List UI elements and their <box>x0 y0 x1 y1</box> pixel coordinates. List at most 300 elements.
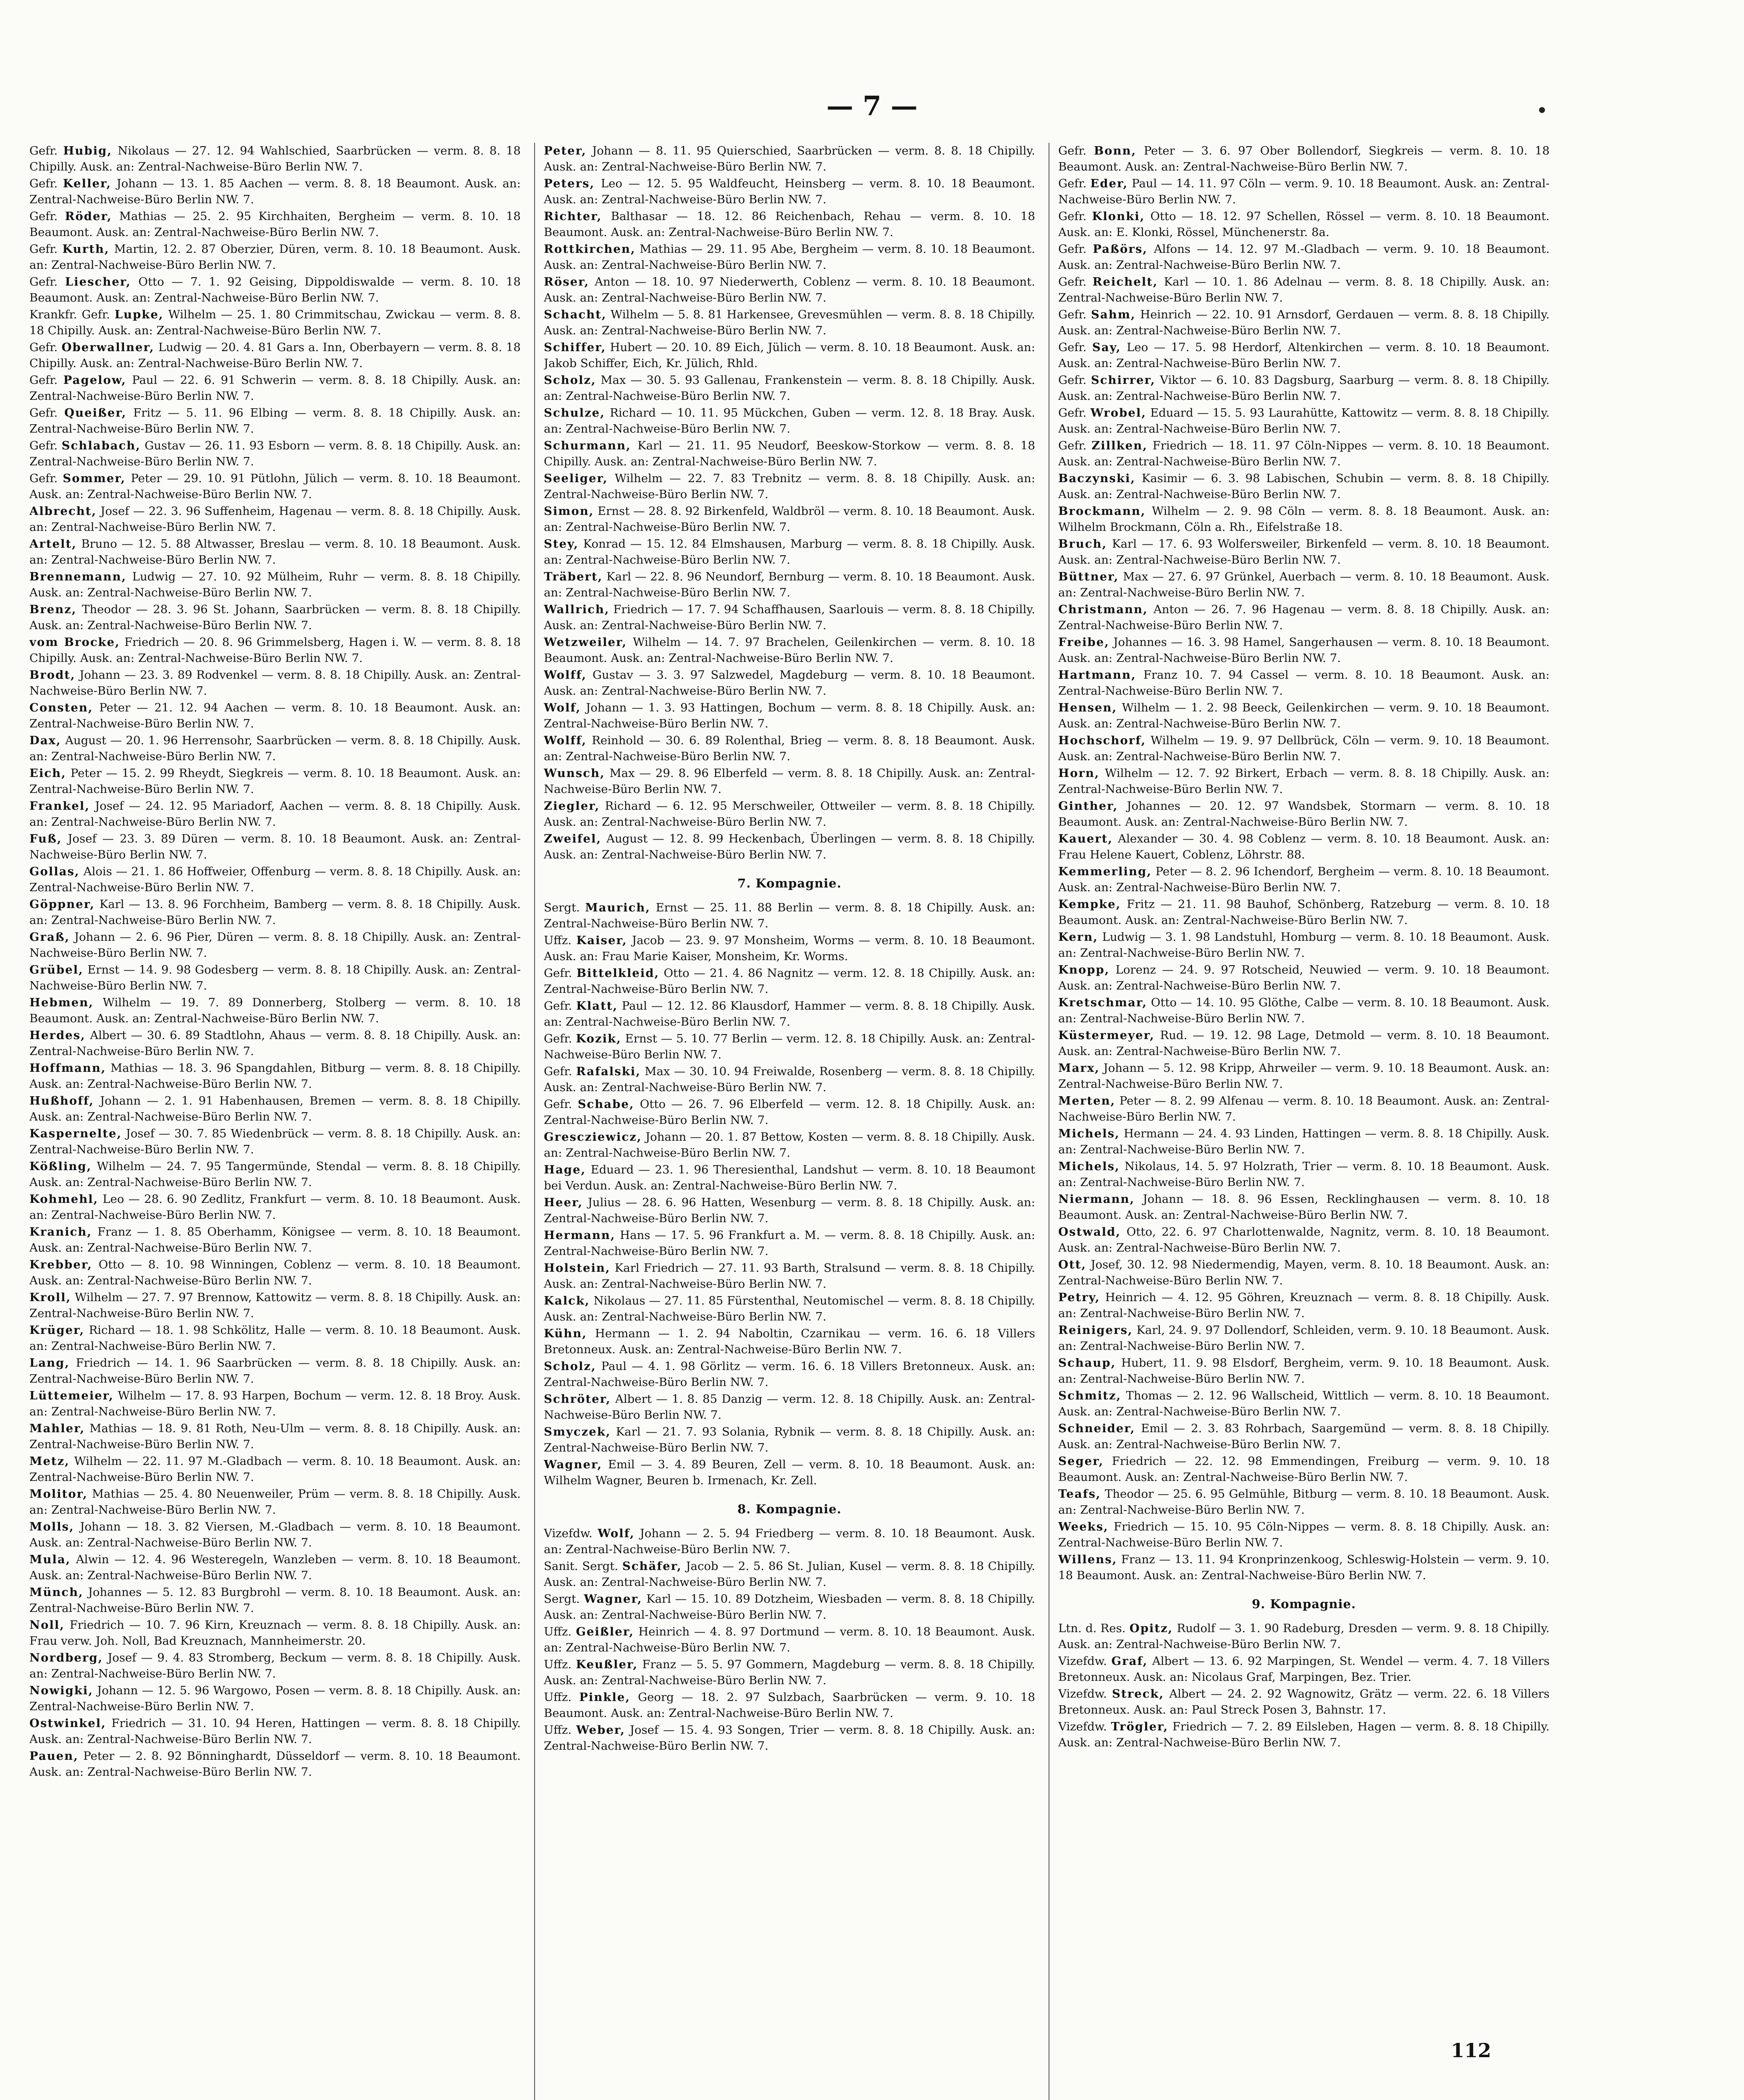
casualty-entry <box>1058 667 1550 699</box>
column-2 <box>544 143 1035 2100</box>
rank: Uffz. <box>544 1723 572 1737</box>
surname: Schröter, <box>544 1392 611 1406</box>
surname: Wolf, <box>598 1527 635 1540</box>
entry-details: Wilhelm — 22. 11. 97 M.-Gladbach — verm. 8. 10. 18 Beaumont. Ausk. an: Zentral-Nachweise-Büro Berlin NW. 7. <box>29 1454 521 1484</box>
casualty-entry <box>29 896 521 928</box>
surname: Hage, <box>544 1163 586 1176</box>
casualty-entry <box>1058 1191 1550 1223</box>
surname: Krebber, <box>29 1258 92 1271</box>
casualty-entry <box>1058 1653 1550 1685</box>
casualty-entry <box>1058 372 1550 404</box>
casualty-entry <box>29 1289 521 1321</box>
surname: Wrobel, <box>1090 406 1146 420</box>
entry-details: Hans — 17. 5. 96 Frankfurt a. M. — verm. 8. 8. 18 Chipilly. Ausk. an: Zentral-Nachweise-Büro Berlin NW. 7. <box>544 1228 1035 1258</box>
folio-number: 112 <box>1451 2039 1492 2062</box>
casualty-entry <box>1058 1620 1550 1652</box>
casualty-entry <box>544 1260 1035 1292</box>
surname: Noll, <box>29 1618 65 1632</box>
entry-details: Ernst — 28. 8. 92 Birkenfeld, Waldbröl — verm. 8. 10. 18 Beaumont. Ausk. an: Zentral-Nachweise-Büro Berlin NW. 7. <box>544 504 1035 534</box>
surname: Heer, <box>544 1196 583 1209</box>
column-3 <box>1058 143 1550 2100</box>
entry-details: Ernst — 25. 11. 88 Berlin — verm. 8. 8. 18 Chipilly. Ausk. an: Zentral-Nachweise-Büro Berlin NW. 7. <box>544 901 1035 930</box>
casualty-entry <box>29 798 521 830</box>
casualty-entry <box>1058 1453 1550 1485</box>
casualty-entry <box>29 1191 521 1223</box>
entry-details: Gustav — 3. 3. 97 Salzwedel, Magdeburg — verm. 8. 10. 18 Beaumont. Ausk. an: Zentral-Nachweise-Büro Berlin NW. 7. <box>544 668 1035 698</box>
surname: Molls, <box>29 1520 74 1533</box>
entry-details: Rudolf — 3. 1. 90 Radeburg, Dresden — verm. 9. 8. 18 Chipilly. Ausk. an: Zentral-Nachweise-Büro Berlin NW. 7. <box>1058 1622 1550 1651</box>
entry-details: Peter — 21. 12. 94 Aachen — verm. 8. 10. 18 Beaumont. Ausk. an: Zentral-Nachweise-Büro Berlin NW. 7. <box>29 701 521 730</box>
casualty-entry <box>544 569 1035 601</box>
entry-details: Wilhelm — 1. 2. 98 Beeck, Geilenkirchen — verm. 9. 10. 18 Beaumont. Ausk. an: Zentral-Nachweise-Büro Berlin NW. 7. <box>1058 701 1550 730</box>
surname: Dax, <box>29 734 61 747</box>
entry-details: Peter — 15. 2. 99 Rheydt, Siegkreis — verm. 8. 10. 18 Beaumont. Ausk. an: Zentral-Nachweise-Büro Berlin NW. 7. <box>29 766 521 796</box>
surname: Lupke, <box>114 308 164 321</box>
entry-details: Mathias — 25. 4. 80 Neuenweiler, Prüm — verm. 8. 8. 18 Chipilly. Ausk. an: Zentral-Nachweise-Büro Berlin NW. 7. <box>29 1487 521 1517</box>
surname: Grübel, <box>29 963 84 976</box>
page-number: — 7 — <box>826 90 918 122</box>
entry-details: Otto — 18. 12. 97 Schellen, Rössel — verm. 8. 10. 18 Beaumont. Ausk. an: E. Klonki, Rössel, Münchenerstr. 8a. <box>1058 210 1550 239</box>
entry-details: Otto — 26. 7. 96 Elberfeld — verm. 12. 8. 18 Chipilly. Ausk. an: Zentral-Nachweise-Büro Berlin NW. 7. <box>544 1097 1035 1127</box>
casualty-entry <box>29 1748 521 1780</box>
surname: Petry, <box>1058 1291 1100 1304</box>
surname: Scholz, <box>544 373 596 387</box>
entry-details: Anton — 26. 7. 96 Hagenau — verm. 8. 8. 18 Chipilly. Ausk. an: Zentral-Nachweise-Büro Berlin NW. 7. <box>1058 603 1550 632</box>
rank: Uffz. <box>544 1625 572 1638</box>
casualty-entry <box>544 831 1035 863</box>
surname: Hochschorf, <box>1058 734 1146 747</box>
entry-details: Franz — 5. 5. 97 Gommern, Magdeburg — verm. 8. 8. 18 Chipilly. Ausk. an: Zentral-Nachweise-Büro Berlin NW. 7. <box>544 1658 1035 1687</box>
casualty-entry <box>544 1591 1035 1623</box>
casualty-entry <box>1058 405 1550 437</box>
surname: Lüttemeier, <box>29 1389 114 1402</box>
surname: Keller, <box>63 177 112 190</box>
surname: Molitor, <box>29 1487 88 1501</box>
entry-details: Wilhelm — 25. 1. 80 Crimmitschau, Zwickau — verm. 8. 8. 18 Chipilly. Ausk. an: Zentral-Nachweise-Büro Berlin NW. 7. <box>29 308 521 337</box>
surname: Freibe, <box>1058 635 1109 649</box>
rank: Sergt. <box>544 901 580 914</box>
entry-details: Martin, 12. 2. 87 Oberzier, Düren, verm. 8. 10. 18 Beaumont. Ausk. an: Zentral-Nachweise-Büro Berlin NW. 7. <box>29 242 521 272</box>
casualty-entry <box>1058 1686 1550 1718</box>
entry-details: Theodor — 25. 6. 95 Gelmühle, Bitburg — verm. 8. 10. 18 Beaumont. Ausk. an: Zentral-Nachweise-Büro Berlin NW. 7. <box>1058 1487 1550 1517</box>
surname: Wolf, <box>544 701 581 714</box>
entry-details: Karl Friedrich — 27. 11. 93 Barth, Stralsund — verm. 8. 8. 18 Chipilly. Ausk. an: Zentral-Nachweise-Büro Berlin NW. 7. <box>544 1261 1035 1291</box>
surname: Kurth, <box>62 242 110 256</box>
casualty-entry <box>1058 274 1550 306</box>
surname: Smyczek, <box>544 1425 611 1438</box>
rank: Ltn. d. Res. <box>1058 1622 1126 1635</box>
surname: Kozik, <box>576 1032 622 1045</box>
rank: Gefr. <box>29 275 58 289</box>
casualty-entry <box>544 1063 1035 1095</box>
entry-details: Franz — 1. 8. 85 Oberhamm, Königsee — verm. 8. 10. 18 Beaumont. Ausk. an: Zentral-Nachweise-Büro Berlin NW. 7. <box>29 1225 521 1255</box>
casualty-entry <box>1058 1093 1550 1125</box>
surname: Keußler, <box>576 1658 638 1671</box>
surname: Eder, <box>1090 177 1128 190</box>
surname: Eich, <box>29 766 66 780</box>
casualty-entry <box>544 601 1035 633</box>
casualty-entry <box>29 929 521 961</box>
rank: Gefr. <box>29 242 58 256</box>
surname: Fuß, <box>29 832 62 845</box>
rank: Vizefdw. <box>1058 1687 1107 1701</box>
casualty-entry <box>1058 700 1550 732</box>
entry-details: Rud. — 19. 12. 98 Lage, Detmold — verm. 8. 10. 18 Beaumont. Ausk. an: Zentral-Nachweise-Büro Berlin NW. 7. <box>1058 1029 1550 1058</box>
surname: Willens, <box>1058 1553 1117 1566</box>
casualty-entry <box>544 1293 1035 1325</box>
entry-details: Josef — 22. 3. 96 Suffenheim, Hagenau — verm. 8. 8. 18 Chipilly. Ausk. an: Zentral-Nachweise-Büro Berlin NW. 7. <box>29 504 521 534</box>
casualty-entry <box>29 667 521 699</box>
casualty-entry <box>29 1486 521 1518</box>
casualty-entry <box>544 1525 1035 1557</box>
casualty-entry <box>544 634 1035 666</box>
entry-details: Karl — 22. 8. 96 Neundorf, Bernburg — verm. 8. 10. 18 Beaumont. Ausk. an: Zentral-Nachweise-Büro Berlin NW. 7. <box>544 570 1035 599</box>
surname: Peters, <box>544 177 595 190</box>
entry-details: Josef — 15. 4. 93 Songen, Trier — verm. 8. 8. 18 Chipilly. Ausk. an: Zentral-Nachweise-Büro Berlin NW. 7. <box>544 1723 1035 1753</box>
casualty-entry <box>1058 1158 1550 1190</box>
casualty-entry <box>1058 634 1550 666</box>
surname: Hußhoff, <box>29 1094 94 1108</box>
surname: Kößling, <box>29 1160 92 1173</box>
casualty-entry <box>29 274 521 306</box>
entry-details: Emil — 3. 4. 89 Beuren, Zell — verm. 8. 10. 18 Beaumont. Ausk. an: Wilhelm Wagner, Beuren b. Irmenach, Kr. Zell. <box>544 1458 1035 1487</box>
casualty-entry <box>29 1060 521 1092</box>
entry-details: Karl — 21. 7. 93 Solania, Rybnik — verm. 8. 8. 18 Chipilly. Ausk. an: Zentral-Nachweise-Büro Berlin NW. 7. <box>544 1425 1035 1454</box>
casualty-entry <box>544 241 1035 273</box>
surname: Zweifel, <box>544 832 602 845</box>
entry-details: Otto — 14. 10. 95 Glöthe, Calbe — verm. 8. 10. 18 Beaumont. Ausk. an: Zentral-Nachweise-Büro Berlin NW. 7. <box>1058 996 1550 1025</box>
casualty-entry <box>544 339 1035 371</box>
entry-details: Fritz — 21. 11. 98 Bauhof, Schönberg, Ratzeburg — verm. 8. 10. 18 Beaumont. Ausk. an: Zentral-Nachweise-Büro Berlin NW. 7. <box>1058 898 1550 927</box>
surname: Gollas, <box>29 865 80 878</box>
surname: Weeks, <box>1058 1520 1109 1533</box>
entry-details: Max — 27. 6. 97 Grünkel, Auerbach — verm. 8. 10. 18 Beaumont. Ausk. an: Zentral-Nachweise-Büro Berlin NW. 7. <box>1058 570 1550 599</box>
entry-details: Thomas — 2. 12. 96 Wallscheid, Wittlich — verm. 8. 10. 18 Beaumont. Ausk. an: Zentral-Nachweise-Büro Berlin NW. 7. <box>1058 1389 1550 1418</box>
surname: vom Brocke, <box>29 635 120 649</box>
surname: Trögler, <box>1111 1720 1169 1733</box>
surname: Pagelow, <box>63 373 126 387</box>
entry-details: Otto — 7. 1. 92 Geising, Dippoldiswalde — verm. 8. 10. 18 Beaumont. Ausk. an: Zentral-Nachweise-Büro Berlin NW. 7. <box>29 275 521 304</box>
surname: Klonki, <box>1092 210 1145 223</box>
entry-details: Johann — 5. 12. 98 Kripp, Ahrweiler — verm. 9. 10. 18 Beaumont. Ausk. an: Zentral-Nachweise-Büro Berlin NW. 7. <box>1058 1061 1550 1091</box>
casualty-entry <box>29 700 521 732</box>
surname: Ostwinkel, <box>29 1717 106 1730</box>
entry-details: Balthasar — 18. 12. 86 Reichenbach, Rehau — verm. 8. 10. 18 Beaumont. Ausk. an: Zentral-Nachweise-Büro Berlin NW. 7. <box>544 210 1035 239</box>
surname: Niermann, <box>1058 1192 1135 1206</box>
rank: Uffz. <box>544 1658 572 1671</box>
casualty-entry <box>1058 732 1550 764</box>
rank: Gefr. <box>1058 373 1087 387</box>
casualty-entry <box>1058 1257 1550 1289</box>
entry-details: Paul — 12. 12. 86 Klausdorf, Hammer — verm. 8. 8. 18 Chipilly. Ausk. an: Zentral-Nachweise-Büro Berlin NW. 7. <box>544 999 1035 1029</box>
surname: Wallrich, <box>544 603 610 616</box>
entry-details: Anton — 18. 10. 97 Niederwerth, Coblenz — verm. 8. 10. 18 Beaumont. Ausk. an: Zentral-Nachweise-Büro Berlin NW. 7. <box>544 275 1035 304</box>
entry-details: Friedrich — 18. 11. 97 Cöln-Nippes — verm. 8. 10. 18 Beaumont. Ausk. an: Zentral-Nachweise-Büro Berlin NW. 7. <box>1058 439 1550 468</box>
casualty-entry <box>1058 569 1550 601</box>
surname: Büttner, <box>1058 570 1119 583</box>
surname: Paßörs, <box>1093 242 1148 256</box>
entry-details: Johann — 12. 5. 96 Wargowo, Posen — verm. 8. 8. 18 Chipilly. Ausk. an: Zentral-Nachweise-Büro Berlin NW. 7. <box>29 1684 521 1713</box>
company-heading: 9. Kompagnie. <box>1252 1597 1356 1611</box>
entry-details: Nikolaus — 27. 11. 85 Fürstenthal, Neutomischel — verm. 8. 8. 18 Chipilly. Ausk. an: Zentral-Nachweise-Büro Berlin NW. 7. <box>544 1294 1035 1323</box>
casualty-entry <box>544 998 1035 1030</box>
entry-details: Alexander — 30. 4. 98 Coblenz — verm. 8. 10. 18 Beaumont. Ausk. an: Frau Helene Kauert, Coblenz, Löhrstr. 88. <box>1058 832 1550 861</box>
rank: Gefr. <box>1058 210 1087 223</box>
rank: Gefr. <box>1058 177 1087 190</box>
casualty-entry <box>29 1093 521 1125</box>
surname: Queißer, <box>64 406 127 420</box>
surname: Brennemann, <box>29 570 127 583</box>
casualty-entry <box>29 470 521 502</box>
surname: Kühn, <box>544 1327 587 1340</box>
rank: Gefr. <box>29 472 58 485</box>
entry-details: Karl — 10. 1. 86 Adelnau — verm. 8. 8. 18 Chipilly. Ausk. an: Zentral-Nachweise-Büro Berlin NW. 7. <box>1058 275 1550 304</box>
surname: Hermann, <box>544 1228 616 1242</box>
casualty-entry <box>29 1650 521 1682</box>
surname: Hartmann, <box>1058 668 1136 682</box>
casualty-entry <box>544 208 1035 240</box>
entry-details: Viktor — 6. 10. 83 Dagsburg, Saarburg — verm. 8. 8. 18 Chipilly. Ausk. an: Zentral-Nachweise-Büro Berlin NW. 7. <box>1058 373 1550 403</box>
entry-details: Richard — 6. 12. 95 Merschweiler, Ottweiler — verm. 8. 8. 18 Chipilly. Ausk. an: Zentral-Nachweise-Büro Berlin NW. 7. <box>544 799 1035 829</box>
surname: Reinigers, <box>1058 1323 1133 1337</box>
entry-details: Leo — 12. 5. 95 Waldfeucht, Heinsberg — verm. 8. 10. 18 Beaumont. Ausk. an: Zentral-Nachweise-Büro Berlin NW. 7. <box>544 177 1035 206</box>
casualty-entry <box>1058 339 1550 371</box>
entry-details: Paul — 22. 6. 91 Schwerin — verm. 8. 8. 18 Chipilly. Ausk. an: Zentral-Nachweise-Büro Berlin NW. 7. <box>29 373 521 403</box>
entry-details: Josef — 30. 7. 85 Wiedenbrück — verm. 8. 8. 18 Chipilly. Ausk. an: Zentral-Nachweise-Büro Berlin NW. 7. <box>29 1127 521 1156</box>
entry-details: Johann — 13. 1. 85 Aachen — verm. 8. 8. 18 Beaumont. Ausk. an: Zentral-Nachweise-Büro Berlin NW. 7. <box>29 177 521 206</box>
surname: Graf, <box>1111 1654 1148 1668</box>
surname: Peter, <box>544 144 587 158</box>
surname: Michels, <box>1058 1160 1120 1173</box>
surname: Seeliger, <box>544 472 608 485</box>
rank: Gefr. <box>1058 144 1087 158</box>
rank: Sergt. <box>544 1592 580 1606</box>
surname: Wetzweiler, <box>544 635 627 649</box>
column-1 <box>29 143 521 2100</box>
entry-details: Bruno — 12. 5. 88 Altwasser, Breslau — verm. 8. 10. 18 Beaumont. Ausk. an: Zentral-Nachweise-Büro Berlin NW. 7. <box>29 537 521 567</box>
surname: Frankel, <box>29 799 90 813</box>
rank: Vizefdw. <box>1058 1720 1107 1733</box>
casualty-entry <box>29 1158 521 1190</box>
entry-details: Johann — 23. 3. 89 Rodvenkel — verm. 8. 8. 18 Chipilly. Ausk. an: Zentral-Nachweise-Büro Berlin NW. 7. <box>29 668 521 698</box>
casualty-entry <box>1058 536 1550 568</box>
entry-details: Wilhelm — 19. 9. 97 Dellbrück, Cöln — verm. 9. 10. 18 Beaumont. Ausk. an: Zentral-Nachweise-Büro Berlin NW. 7. <box>1058 734 1550 763</box>
surname: Kalck, <box>544 1294 590 1307</box>
surname: Christmann, <box>1058 603 1148 616</box>
surname: Baczynski, <box>1058 472 1136 485</box>
surname: Krüger, <box>29 1323 85 1337</box>
casualty-entry <box>29 962 521 994</box>
surname: Ott, <box>1058 1258 1086 1271</box>
casualty-entry <box>29 1257 521 1289</box>
casualty-entry <box>29 995 521 1026</box>
entry-details: Karl, 24. 9. 97 Dollendorf, Schleiden, verm. 9. 10. 18 Beaumont. Ausk. an: Zentral-Nachweise-Büro Berlin NW. 7. <box>1058 1323 1550 1353</box>
entry-details: Heinrich — 22. 10. 91 Arnsdorf, Gerdauen — verm. 8. 8. 18 Chipilly. Ausk. an: Zentral-Nachweise-Büro Berlin NW. 7. <box>1058 308 1550 337</box>
casualty-entry <box>1058 995 1550 1026</box>
casualty-entry <box>544 143 1035 175</box>
surname: Kemmerling, <box>1058 865 1152 878</box>
company-heading: 7. Kompagnie. <box>737 876 842 890</box>
entry-details: Emil — 2. 3. 83 Rohrbach, Saargemünd — verm. 8. 8. 18 Chipilly. Ausk. an: Zentral-Nachweise-Büro Berlin NW. 7. <box>1058 1422 1550 1451</box>
rank: Gefr. <box>29 373 58 387</box>
casualty-entry <box>544 798 1035 830</box>
surname: Oberwallner, <box>61 341 155 354</box>
casualty-entry <box>544 1358 1035 1390</box>
surname: Say, <box>1092 341 1121 354</box>
casualty-entry <box>29 176 521 207</box>
surname: Rafalski, <box>576 1065 641 1078</box>
entry-details: Nikolaus — 27. 12. 94 Wahlschied, Saarbrücken — verm. 8. 8. 18 Chipilly. Ausk. an: Zentral-Nachweise-Büro Berlin NW. 7. <box>29 144 521 173</box>
casualty-entry <box>544 1624 1035 1656</box>
surname: Brodt, <box>29 668 76 682</box>
casualty-entry <box>1058 503 1550 535</box>
casualty-entry <box>544 405 1035 437</box>
casualty-entry <box>29 503 521 535</box>
rank: Gefr. <box>544 1065 572 1078</box>
surname: Maurich, <box>585 901 650 914</box>
casualty-entry <box>1058 1486 1550 1518</box>
surname: Pinkle, <box>579 1690 630 1704</box>
entry-details: Friedrich — 22. 12. 98 Emmendingen, Freiburg — verm. 9. 10. 18 Beaumont. Ausk. an: Zentral-Nachweise-Büro Berlin NW. 7. <box>1058 1454 1550 1484</box>
surname: Kern, <box>1058 930 1098 944</box>
casualty-entry <box>29 1519 521 1551</box>
surname: Ziegler, <box>544 799 600 813</box>
surname: Klatt, <box>576 999 618 1013</box>
surname: Rottkirchen, <box>544 242 636 256</box>
entry-details: Friedrich — 15. 10. 95 Cöln-Nippes — verm. 8. 8. 18 Chipilly. Ausk. an: Zentral-Nachweise-Büro Berlin NW. 7. <box>1058 1520 1550 1549</box>
casualty-entry <box>544 1424 1035 1456</box>
surname: Brockmann, <box>1058 504 1146 518</box>
entry-details: Wilhelm — 17. 8. 93 Harpen, Bochum — verm. 12. 8. 18 Broy. Ausk. an: Zentral-Nachweise-Büro Berlin NW. 7. <box>29 1389 521 1418</box>
rank: Gefr. <box>544 1032 572 1045</box>
casualty-entry <box>29 536 521 568</box>
rank: Uffz. <box>544 934 572 947</box>
entry-details: Wilhelm — 5. 8. 81 Harkensee, Grevesmühlen — verm. 8. 8. 18 Chipilly. Ausk. an: Zentral-Nachweise-Büro Berlin NW. 7. <box>544 308 1035 337</box>
surname: Mahler, <box>29 1422 85 1435</box>
surname: Bittelkleid, <box>576 966 660 980</box>
entry-details: Jacob — 23. 9. 97 Monsheim, Worms — verm. 8. 10. 18 Beaumont. Ausk. an: Frau Marie Kaiser, Monsheim, Kr. Worms. <box>544 934 1035 963</box>
casualty-entry <box>1058 1388 1550 1420</box>
surname: Mula, <box>29 1553 71 1566</box>
surname: Träbert, <box>544 570 603 583</box>
entry-details: Albert — 1. 8. 85 Danzig — verm. 12. 8. 18 Chipilly. Ausk. an: Zentral-Nachweise-Büro Berlin NW. 7. <box>544 1392 1035 1422</box>
casualty-entry <box>29 143 521 175</box>
casualty-entry <box>544 176 1035 207</box>
casualty-entry <box>1058 307 1550 339</box>
casualty-entry <box>1058 1355 1550 1387</box>
entry-details: Josef — 9. 4. 83 Stromberg, Beckum — verm. 8. 8. 18 Chipilly. Ausk. an: Zentral-Nachweise-Büro Berlin NW. 7. <box>29 1651 521 1680</box>
surname: Schirrer, <box>1091 373 1156 387</box>
entry-details: Max — 30. 5. 93 Gallenau, Frankenstein — verm. 8. 8. 18 Chipilly. Ausk. an: Zentral-Nachweise-Büro Berlin NW. 7. <box>544 373 1035 403</box>
entry-details: Johannes — 5. 12. 83 Burgbrohl — verm. 8. 10. 18 Beaumont. Ausk. an: Zentral-Nachweise-Büro Berlin NW. 7. <box>29 1586 521 1615</box>
rank: Krankfr. Gefr. <box>29 308 110 321</box>
surname: Schiffer, <box>544 341 606 354</box>
casualty-entry <box>544 732 1035 764</box>
surname: Sahm, <box>1091 308 1136 321</box>
rank: Gefr. <box>1058 242 1087 256</box>
casualty-entry <box>544 965 1035 997</box>
surname: Consten, <box>29 701 93 714</box>
surname: Hebmen, <box>29 996 94 1009</box>
surname: Kaiser, <box>576 934 627 947</box>
casualty-entry <box>1058 962 1550 994</box>
surname: Metz, <box>29 1454 70 1468</box>
entry-details: Wilhelm — 19. 7. 89 Donnerberg, Stolberg — verm. 8. 10. 18 Beaumont. Ausk. an: Zentral-Nachweise-Büro Berlin NW. 7. <box>29 996 521 1025</box>
surname: Liescher, <box>65 275 131 289</box>
entry-details: Leo — 17. 5. 98 Herdorf, Altenkirchen — verm. 8. 10. 18 Beaumont. Ausk. an: Zentral-Nachweise-Büro Berlin NW. 7. <box>1058 341 1550 370</box>
rank: Gefr. <box>544 999 572 1013</box>
surname: Holstein, <box>544 1261 611 1275</box>
surname: Michels, <box>1058 1127 1120 1140</box>
entry-details: Peter — 3. 6. 97 Ober Bollendorf, Siegkreis — verm. 8. 10. 18 Beaumont. Ausk. an: Zentral-Nachweise-Büro Berlin NW. 7. <box>1058 144 1550 173</box>
entry-details: Georg — 18. 2. 97 Sulzbach, Saarbrücken — verm. 9. 10. 18 Beaumont. Ausk. an: Zentral-Nachweise-Büro Berlin NW. 7. <box>544 1690 1035 1720</box>
entry-details: Otto — 8. 10. 98 Winningen, Coblenz — verm. 8. 10. 18 Beaumont. Ausk. an: Zentral-Nachweise-Büro Berlin NW. 7. <box>29 1258 521 1287</box>
surname: Sommer, <box>63 472 126 485</box>
casualty-entry <box>544 438 1035 470</box>
entry-details: Otto, 22. 6. 97 Charlottenwalde, Nagnitz, verm. 8. 10. 18 Beaumont. Ausk. an: Zentral-Nachweise-Büro Berlin NW. 7. <box>1058 1225 1550 1255</box>
surname: Schaup, <box>1058 1356 1116 1370</box>
casualty-entry <box>544 372 1035 404</box>
casualty-entry <box>29 1027 521 1059</box>
surname: Marx, <box>1058 1061 1100 1075</box>
surname: Hensen, <box>1058 701 1117 714</box>
rank: Gefr. <box>29 177 58 190</box>
casualty-entry <box>544 667 1035 699</box>
surname: Horn, <box>1058 766 1100 780</box>
casualty-entry <box>29 1388 521 1420</box>
entry-details: Peter — 8. 2. 99 Alfenau — verm. 8. 10. 18 Beaumont. Ausk. an: Zentral-Nachweise-Büro Berlin NW. 7. <box>1058 1094 1550 1124</box>
rank: Gefr. <box>1058 275 1087 289</box>
entry-details: Karl — 21. 11. 95 Neudorf, Beeskow-Storkow — verm. 8. 8. 18 Chipilly. Ausk. an: Zentral-Nachweise-Büro Berlin NW. 7. <box>544 439 1035 468</box>
casualty-entry <box>544 700 1035 732</box>
casualty-entry <box>29 405 521 437</box>
surname: Schneider, <box>1058 1422 1136 1435</box>
entry-details: Max — 29. 8. 96 Elberfeld — verm. 8. 8. 18 Chipilly. Ausk. an: Zentral-Nachweise-Büro Berlin NW. 7. <box>544 766 1035 796</box>
casualty-entry <box>1058 1719 1550 1751</box>
entry-details: Johann — 8. 11. 95 Quierschied, Saarbrücken — verm. 8. 8. 18 Chipilly. Ausk. an: Zentral-Nachweise-Büro Berlin NW. 7. <box>544 144 1035 173</box>
surname: Schacht, <box>544 308 607 321</box>
entry-details: Paul — 4. 1. 98 Görlitz — verm. 16. 6. 18 Villers Bretonneux. Ausk. an: Zentral-Nachweise-Büro Berlin NW. 7. <box>544 1360 1035 1389</box>
casualty-entry <box>544 536 1035 568</box>
entry-details: Josef — 23. 3. 89 Düren — verm. 8. 10. 18 Beaumont. Ausk. an: Zentral-Nachweise-Büro Berlin NW. 7. <box>29 832 521 861</box>
entry-details: Johann — 18. 3. 82 Viersen, M.-Gladbach — verm. 8. 10. 18 Beaumont. Ausk. an: Zentral-Nachweise-Büro Berlin NW. 7. <box>29 1520 521 1549</box>
entry-details: Alwin — 12. 4. 96 Westeregeln, Wanzleben — verm. 8. 10. 18 Beaumont. Ausk. an: Zentral-Nachweise-Büro Berlin NW. 7. <box>29 1553 521 1582</box>
casualty-entry <box>29 438 521 470</box>
casualty-entry <box>1058 1551 1550 1583</box>
casualty-entry <box>544 307 1035 339</box>
surname: Nowigki, <box>29 1684 93 1697</box>
casualty-entry <box>29 1355 521 1387</box>
entry-details: Wilhelm — 22. 7. 83 Trebnitz — verm. 8. 8. 18 Chipilly. Ausk. an: Zentral-Nachweise-Büro Berlin NW. 7. <box>544 472 1035 501</box>
rank: Gefr. <box>1058 341 1087 354</box>
company-heading: 8. Kompagnie. <box>737 1502 842 1516</box>
casualty-entry <box>1058 864 1550 895</box>
entry-details: Wilhelm — 24. 7. 95 Tangermünde, Stendal — verm. 8. 8. 18 Chipilly. Ausk. an: Zentral-Nachweise-Büro Berlin NW. 7. <box>29 1160 521 1189</box>
entry-details: Eduard — 15. 5. 93 Laurahütte, Kattowitz — verm. 8. 8. 18 Chipilly. Ausk. an: Zentral-Nachweise-Büro Berlin NW. 7. <box>1058 406 1550 436</box>
casualty-entry <box>29 732 521 764</box>
casualty-entry <box>544 1656 1035 1688</box>
casualty-entry <box>1058 143 1550 175</box>
entry-details: Heinrich — 4. 8. 97 Dortmund — verm. 8. 10. 18 Beaumont. Ausk. an: Zentral-Nachweise-Büro Berlin NW. 7. <box>544 1625 1035 1654</box>
surname: Knopp, <box>1058 963 1110 976</box>
casualty-entry <box>29 1322 521 1354</box>
casualty-entry <box>1058 1224 1550 1256</box>
casualty-entry <box>29 1224 521 1256</box>
casualty-entry <box>544 932 1035 964</box>
entry-details: Paul — 14. 11. 97 Cöln — verm. 9. 10. 18 Beaumont. Ausk. an: Zentral-Nachweise-Büro Berlin NW. 7. <box>1058 177 1550 206</box>
casualty-entry <box>544 1227 1035 1259</box>
entry-details: Theodor — 28. 3. 96 St. Johann, Saarbrücken — verm. 8. 8. 18 Chipilly. Ausk. an: Zentral-Nachweise-Büro Berlin NW. 7. <box>29 603 521 632</box>
